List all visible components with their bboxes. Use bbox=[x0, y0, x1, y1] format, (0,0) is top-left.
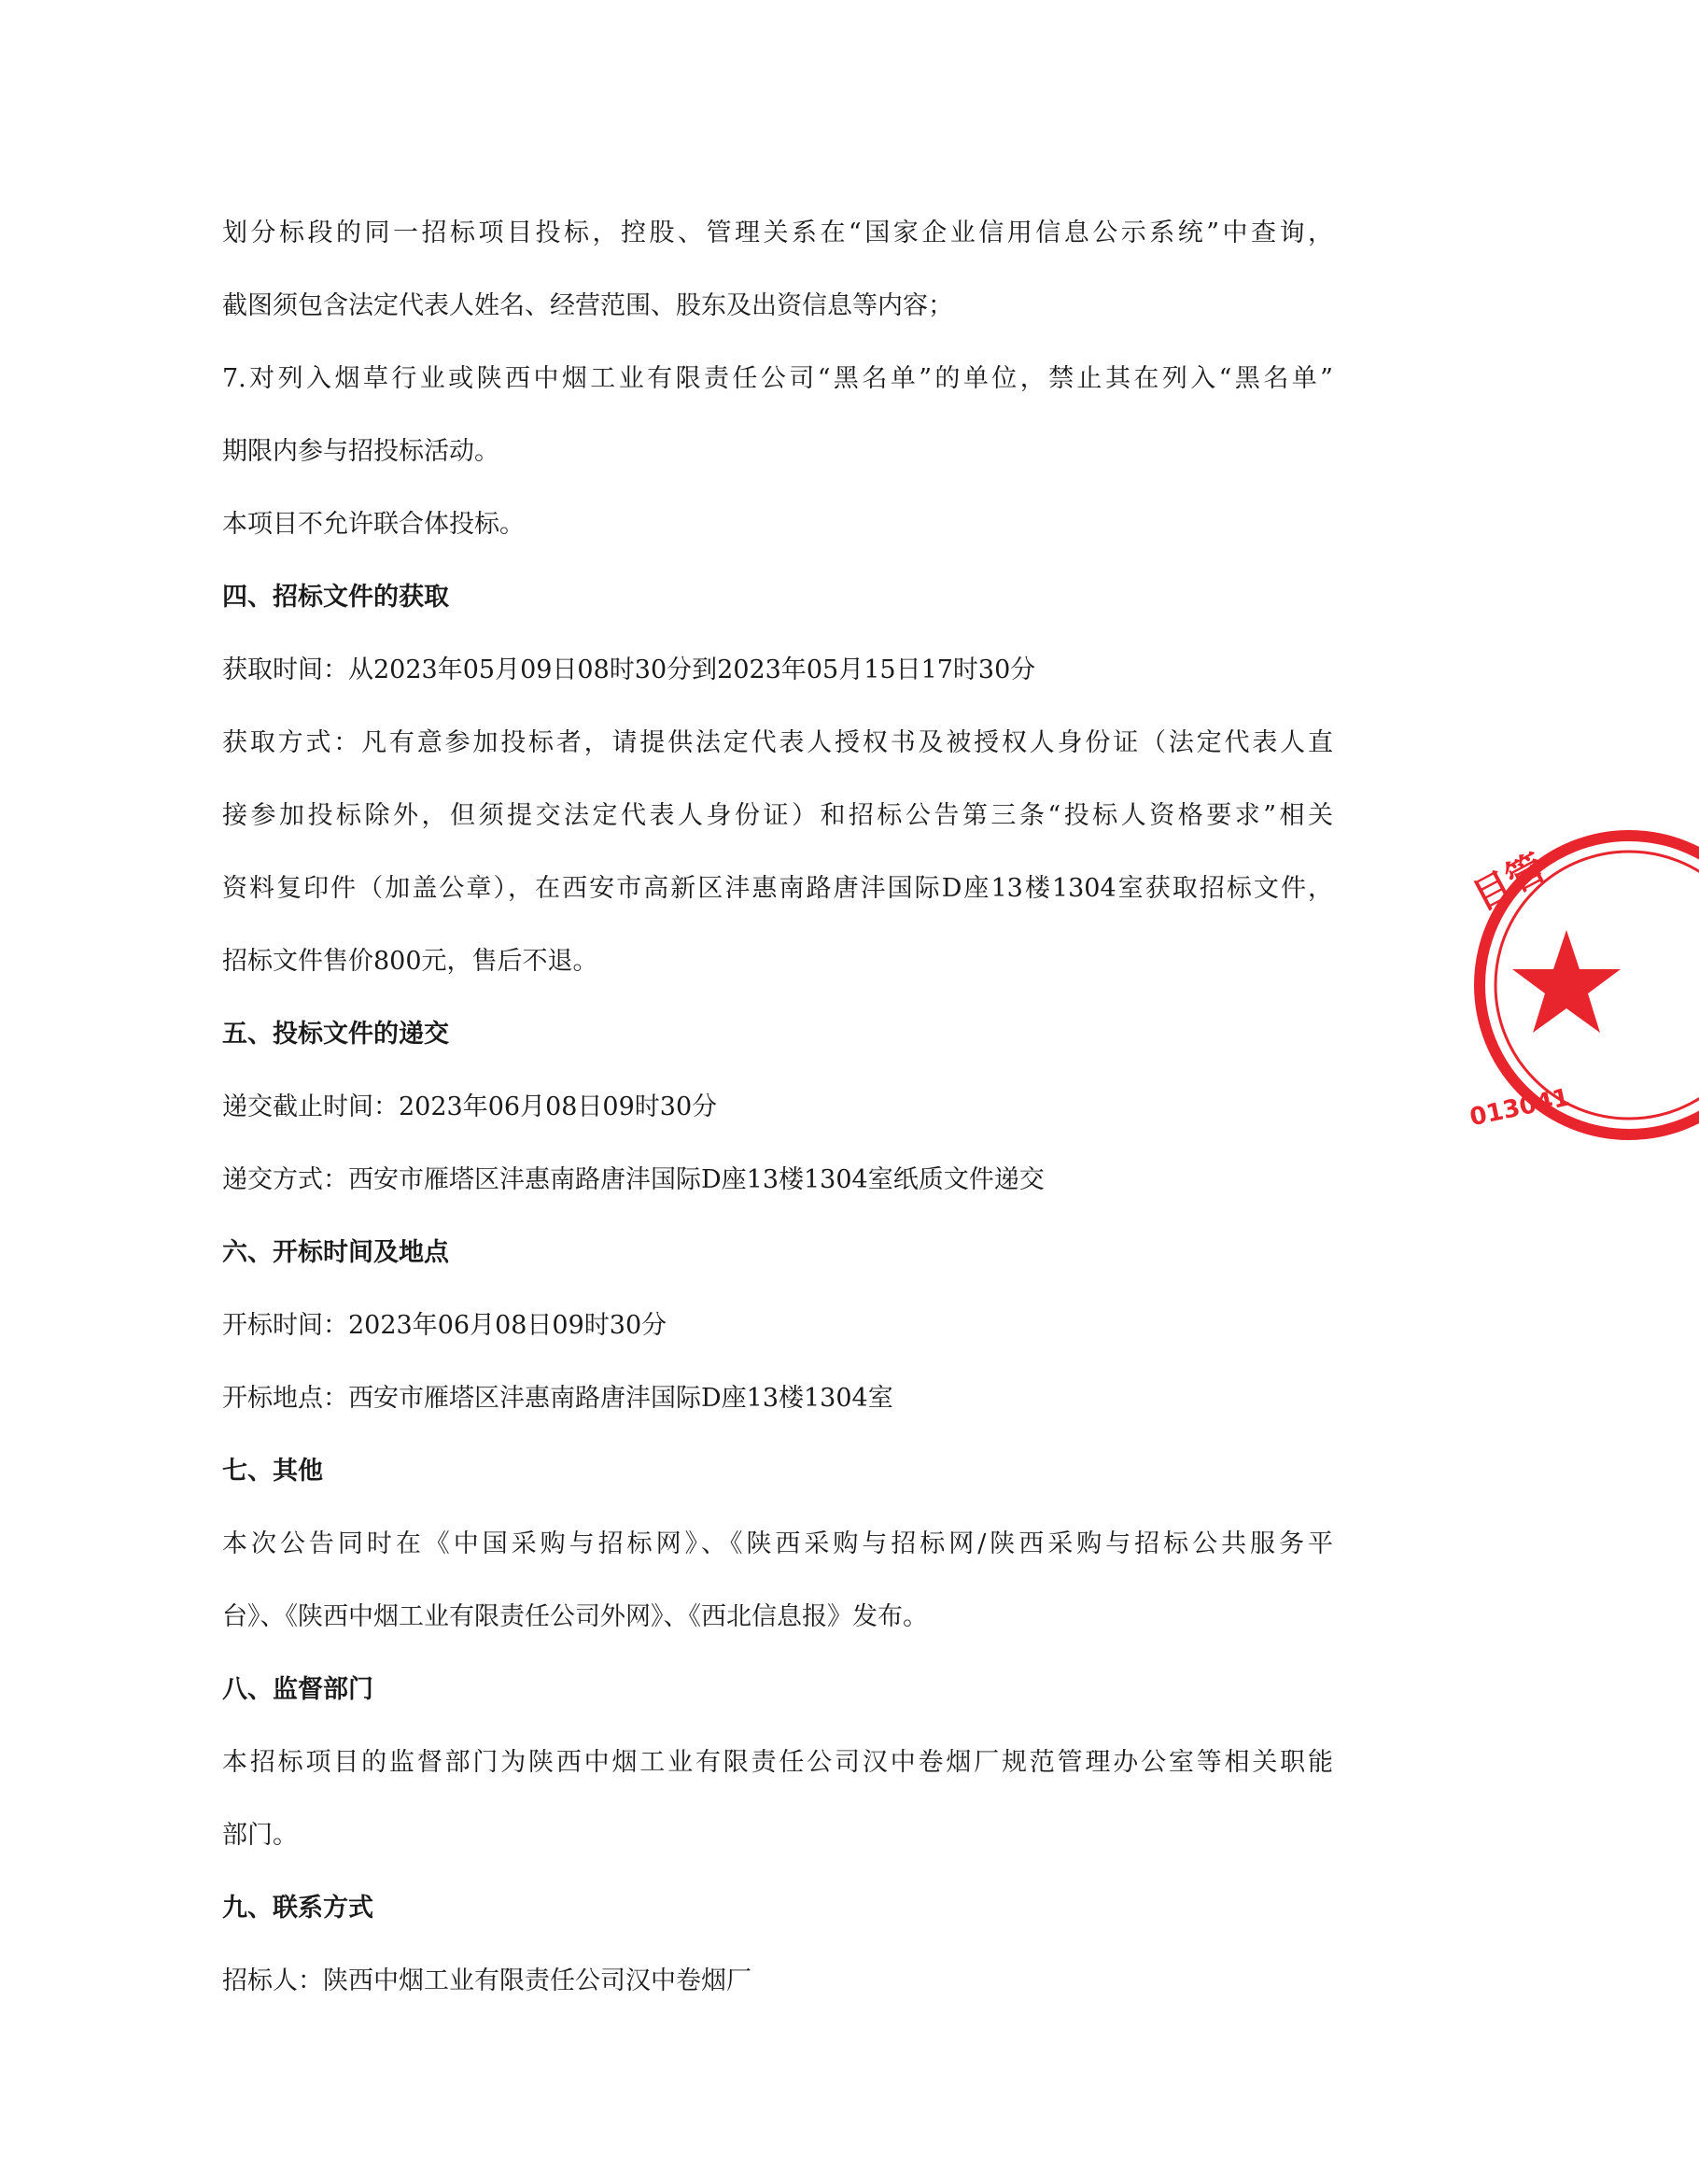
seal-text-top: 目管 bbox=[1466, 846, 1552, 920]
section-heading: 五、投标文件的递交 bbox=[222, 1020, 449, 1049]
section-heading: 六、开标时间及地点 bbox=[222, 1238, 449, 1267]
seal-text-bottom: 013041 bbox=[1467, 1083, 1573, 1133]
paragraph-line: 获取时间：从2023年05月09日08时30分到2023年05月15日17时30分 bbox=[222, 655, 1036, 684]
document-body bbox=[222, 205, 1333, 2026]
paragraph-line: 部门。 bbox=[222, 1821, 298, 1850]
paragraph-line: 招标文件售价800元，售后不退。 bbox=[222, 947, 598, 976]
paragraph-line: 期限内参与招投标活动。 bbox=[222, 437, 499, 466]
paragraph-line: 截图须包含法定代表人姓名、经营范围、股东及出资信息等内容； bbox=[222, 291, 953, 320]
paragraph-line: 台》、《陕西中烟工业有限责任公司外网》、《西北信息报》发布。 bbox=[222, 1602, 928, 1631]
paragraph-line: 本项目不允许联合体投标。 bbox=[222, 510, 525, 539]
paragraph-line: 递交方式：西安市雁塔区沣惠南路唐沣国际D座13楼1304室纸质文件递交 bbox=[222, 1165, 1045, 1194]
paragraph-line: 获取方式：凡有意参加投标者，请提供法定代表人授权书及被授权人身份证（法定代表人直 bbox=[222, 728, 1333, 757]
paragraph-line: 开标时间：2023年06月08日09时30分 bbox=[222, 1311, 667, 1340]
paragraph-line: 开标地点：西安市雁塔区沣惠南路唐沣国际D座13楼1304室 bbox=[222, 1384, 893, 1413]
section-heading: 九、联系方式 bbox=[222, 1894, 373, 1923]
section-heading: 八、监督部门 bbox=[222, 1675, 373, 1704]
paragraph-line: 本招标项目的监督部门为陕西中烟工业有限责任公司汉中卷烟厂规范管理办公室等相关职能 bbox=[222, 1748, 1333, 1777]
paragraph-line: 资料复印件（加盖公章），在西安市高新区沣惠南路唐沣国际D座13楼1304室获取招标文件， bbox=[222, 874, 1333, 903]
paragraph-line: 本次公告同时在《中国采购与招标网》、《陕西采购与招标网/陕西采购与招标公共服务平 bbox=[222, 1529, 1333, 1558]
section-heading: 七、其他 bbox=[222, 1457, 323, 1486]
paragraph-line: 接参加投标除外，但须提交法定代表人身份证）和招标公告第三条“投标人资格要求”相关 bbox=[222, 801, 1333, 830]
section-heading: 四、招标文件的获取 bbox=[222, 583, 449, 612]
seal-star-icon bbox=[1512, 930, 1621, 1033]
official-seal-icon bbox=[1466, 822, 1699, 1148]
paragraph-line: 招标人：陕西中烟工业有限责任公司汉中卷烟厂 bbox=[222, 1966, 751, 1995]
paragraph-line: 划分标段的同一招标项目投标，控股、管理关系在“国家企业信用信息公示系统”中查询， bbox=[222, 218, 1333, 247]
paragraph-line: 递交截止时间：2023年06月08日09时30分 bbox=[222, 1092, 718, 1121]
paragraph-line: 7.对列入烟草行业或陕西中烟工业有限责任公司“黑名单”的单位，禁止其在列入“黑名单” bbox=[222, 364, 1333, 393]
